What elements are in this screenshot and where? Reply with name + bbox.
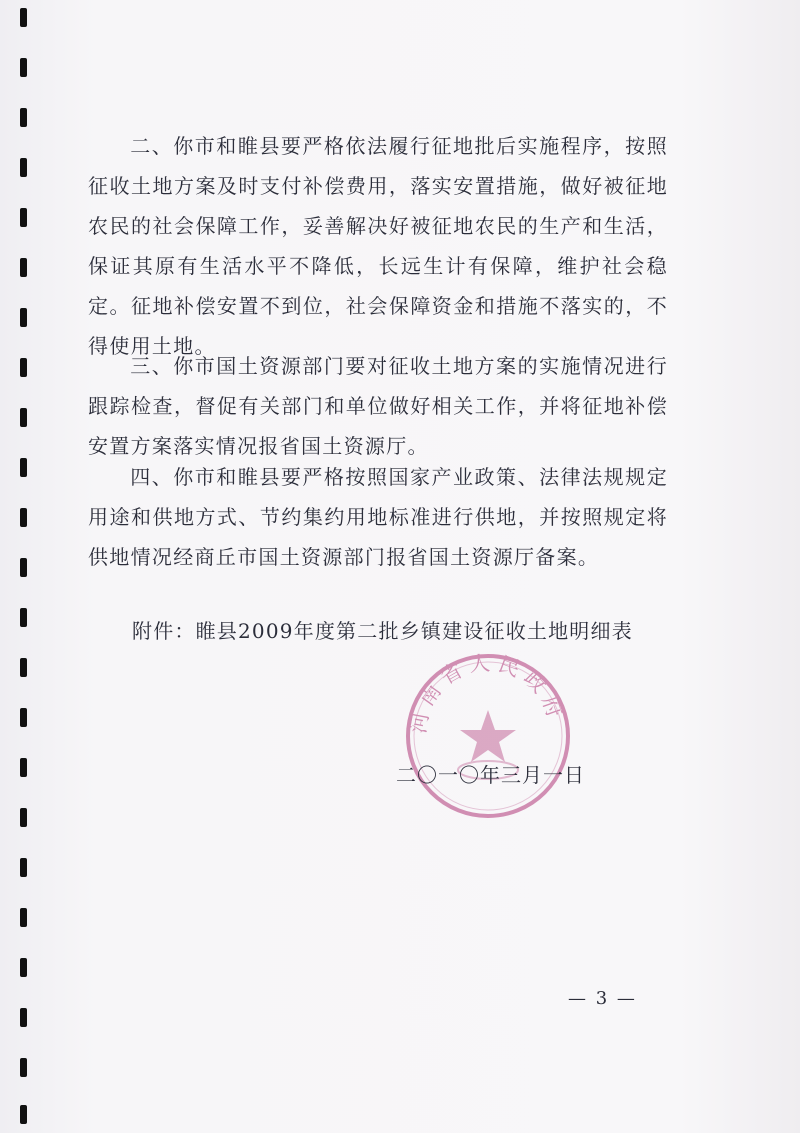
binding-hole (20, 558, 27, 577)
page-number: — 3 — (568, 988, 637, 1009)
binding-hole (20, 708, 27, 727)
binding-hole (20, 358, 27, 377)
spiral-binding (20, 0, 36, 1133)
binding-hole (20, 858, 27, 877)
binding-hole (20, 58, 27, 77)
binding-hole (20, 1058, 27, 1077)
paragraph-item-4 (88, 457, 668, 577)
binding-hole (20, 1105, 27, 1124)
document-date: 二〇一〇年三月一日 (396, 763, 585, 787)
paragraph-item-3 (88, 346, 668, 466)
binding-hole (20, 508, 27, 527)
attachment-line: 附件：睢县2009年度第二批乡镇建设征收土地明细表 (132, 619, 633, 643)
binding-hole (20, 458, 27, 477)
paragraph-text: 四、你市和睢县要严格按照国家产业政策、法律法规规定用途和供地方式、节约集约用地标准进行供地，并按照规定将供地情况经商丘市国土资源部门报省国土资源厅备案。 (88, 465, 668, 569)
binding-hole (20, 758, 27, 777)
binding-hole (20, 958, 27, 977)
binding-hole (20, 808, 27, 827)
binding-hole (20, 258, 27, 277)
seal-star-icon (460, 710, 516, 762)
binding-hole (20, 208, 27, 227)
binding-hole (20, 408, 27, 427)
binding-hole (20, 908, 27, 927)
binding-hole (20, 158, 27, 177)
binding-hole (20, 608, 27, 627)
paragraph-text: 二、你市和睢县要严格依法履行征地批后实施程序，按照征收土地方案及时支付补偿费用，落实安置措施，做好被征地农民的社会保障工作，妥善解决好被征地农民的生产和生活，保证其原有生活水平不降低，长远生计有保障，维护社会稳定。征地补偿安置不到位，社会保障资金和措施不落实的，不得使用土地。 (88, 134, 668, 358)
binding-hole (20, 658, 27, 677)
binding-hole (20, 108, 27, 127)
binding-hole (20, 308, 27, 327)
paragraph-text: 三、你市国土资源部门要对征收土地方案的实施情况进行跟踪检查，督促有关部门和单位做好相关工作，并将征地补偿安置方案落实情况报省国土资源厅。 (88, 354, 668, 458)
binding-hole (20, 1008, 27, 1027)
official-seal-stamp (404, 652, 572, 820)
paragraph-item-2 (88, 126, 668, 366)
seal-text: 河南省人民政府 (405, 652, 569, 736)
binding-hole (20, 8, 27, 27)
